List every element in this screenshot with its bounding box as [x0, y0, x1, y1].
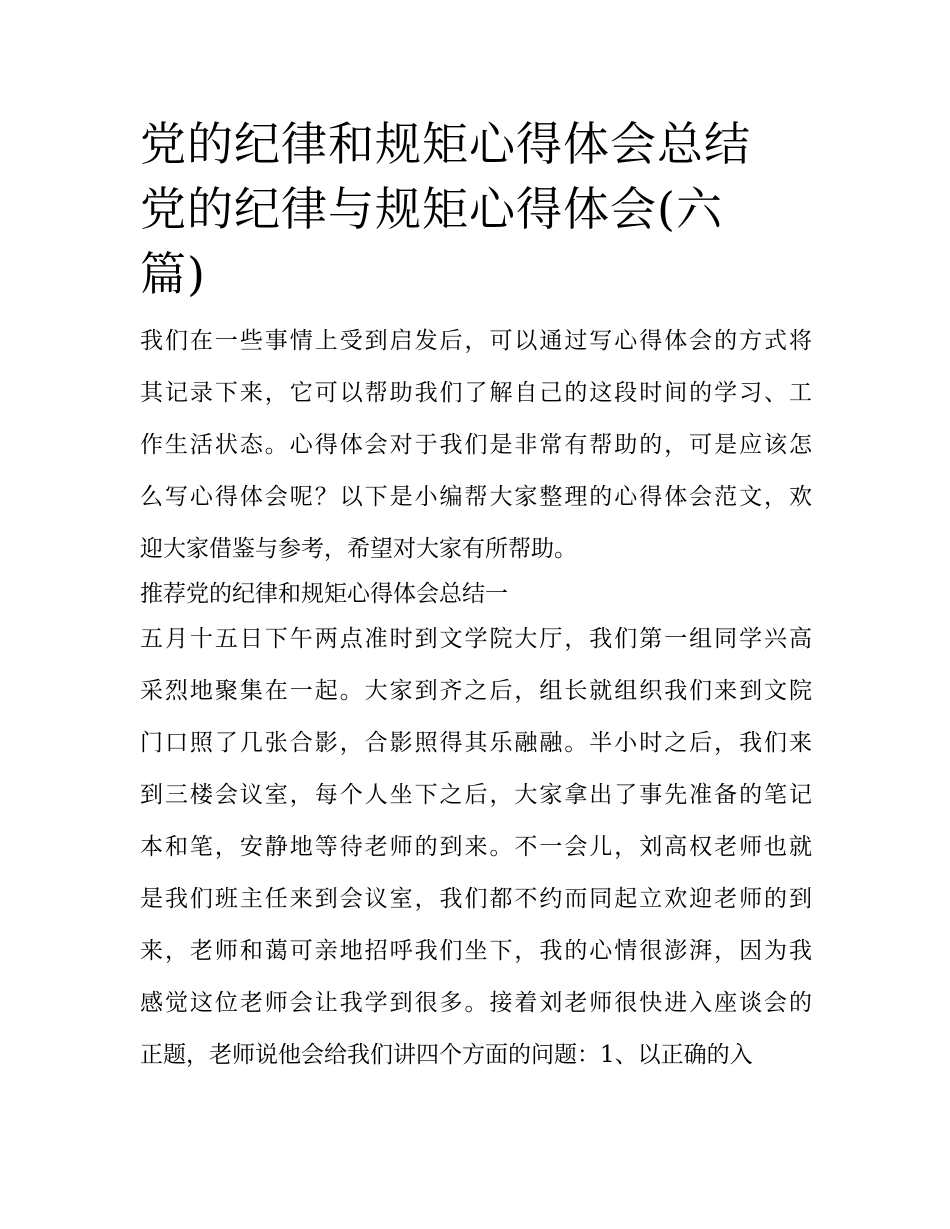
text-line: 是我们班主任来到会议室，我们都不约而同起立欢迎老师的到 — [140, 886, 812, 912]
intro-paragraph — [140, 323, 812, 567]
title-line: 篇) — [140, 247, 206, 301]
text-line: 本和笔，安静地等待老师的到来。不一会儿，刘高权老师也就 — [140, 834, 812, 860]
text-line: 五月十五日下午两点准时到文学院大厅，我们第一组同学兴高 — [140, 626, 812, 652]
text-line: 采烈地聚集在一起。大家到齐之后，组长就组织我们来到文院 — [140, 678, 812, 704]
text-line: 门口照了几张合影，合影照得其乐融融。半小时之后，我们来 — [140, 730, 812, 756]
text-line: 到三楼会议室，每个人坐下之后，大家拿出了事先准备的笔记 — [140, 782, 812, 808]
document-content — [140, 112, 812, 1073]
body-paragraph — [140, 621, 812, 1073]
section-heading: 推荐党的纪律和规矩心得体会总结一 — [140, 581, 508, 607]
text-line: 么写心得体会呢？以下是小编帮大家整理的心得体会范文，欢 — [140, 484, 812, 510]
text-line: 感觉这位老师会让我学到很多。接着刘老师很快进入座谈会的 — [140, 990, 812, 1016]
text-line: 正题，老师说他会给我们讲四个方面的问题：1、以正确的入 — [140, 1042, 753, 1068]
title-line: 党的纪律和规矩心得体会总结 — [140, 117, 751, 171]
document-title — [140, 112, 812, 307]
text-line: 迎大家借鉴与参考，希望对大家有所帮助。 — [140, 536, 577, 562]
text-line: 作生活状态。心得体会对于我们是非常有帮助的，可是应该怎 — [140, 432, 812, 458]
section-heading-block — [140, 576, 812, 612]
title-line: 党的纪律与规矩心得体会(六 — [140, 182, 723, 236]
text-line: 我们在一些事情上受到启发后，可以通过写心得体会的方式将 — [140, 328, 812, 354]
text-line: 其记录下来，它可以帮助我们了解自己的这段时间的学习、工 — [140, 380, 812, 406]
text-line: 来，老师和蔼可亲地招呼我们坐下，我的心情很澎湃，因为我 — [140, 938, 812, 964]
